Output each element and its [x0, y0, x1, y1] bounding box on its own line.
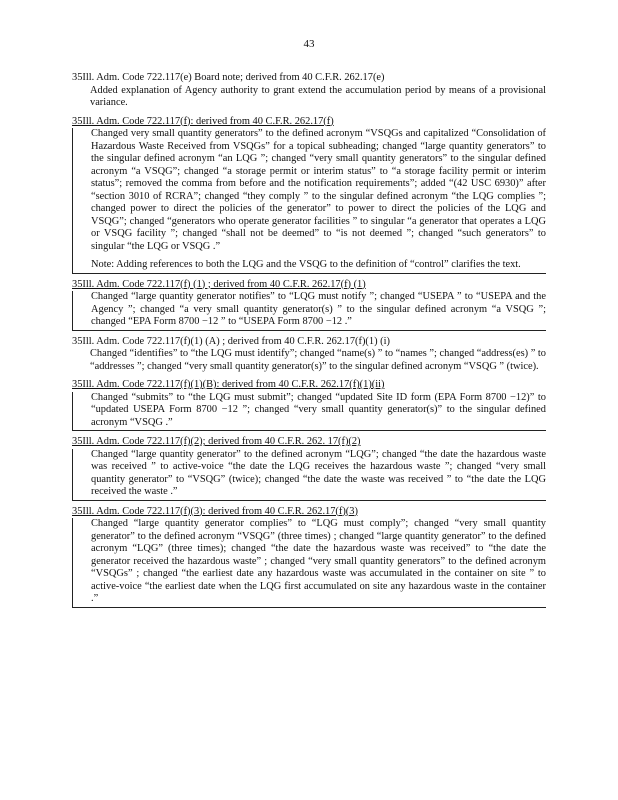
entry-text: Changed “large quantity generator” to the defined acronym “LQG”; changed “the date the hazardous waste was received ” to active-voice “the date the LQG receives the hazardous waste ”; changed “very small quantity generator” to “VSQG” (twice); changed “the date the waste was received ” to “the date the LQG received the waste .”: [91, 448, 546, 497]
entry-text: Added explanation of Agency authority to grant extend the accumulation period by means of a provisional variance.: [90, 84, 546, 108]
entry-body: [72, 518, 546, 608]
entry-text: Changed “large quantity generator complies” to “LQG must comply”; changed “very small quantity generator” to the defined acronym “VSQG” (three times) ; changed “large quantity generator” to the defined acronym “LQG” (three times); changed “the date the hazardous waste was received” to “the date the generator received the hazardous waste” ; changed “very small quantity generators” to the defined acronym “VSQGs” ; changed “the earliest date any hazardous waste was accumulated in the container on site ” to active-voice “the earliest date when the LQG first accumulated on site any hazardous waste in the container .”: [91, 518, 546, 604]
amendment-entry: [72, 279, 546, 331]
entry-body: [72, 128, 546, 274]
entries-list: [72, 72, 546, 613]
amendment-entry: [72, 336, 546, 375]
entry-body: [72, 291, 546, 331]
entry-body: [72, 85, 546, 111]
amendment-entry: [72, 116, 546, 274]
entry-body: [72, 348, 546, 374]
amendment-entry: [72, 436, 546, 501]
entry-heading: 35Ill. Adm. Code 722.117(f): derived from 40 C.F.R. 262.17(f): [72, 115, 334, 127]
entry-text: Changed “identifies” to “the LQG must identify”; changed “name(s) ” to “names ”; changed “address(es) ” to “addresses ”; changed “very small quantity generator(s)” to the singular defined acronym “VSQG ” (twice).: [90, 348, 546, 372]
entry-body: [72, 392, 546, 432]
amendment-entry: [72, 379, 546, 431]
amendment-entry: [72, 72, 546, 111]
entry-note: Note: Adding references to both the LQG and the VSQG to the definition of “control” clarifies the text.: [91, 259, 521, 270]
entry-heading: 35Ill. Adm. Code 722.117(f) (1) ; derived from 40 C.F.R. 262.17(f) (1): [72, 278, 366, 290]
page-number: 43: [303, 38, 315, 50]
amendment-entry: [72, 506, 546, 608]
entry-heading: 35Ill. Adm. Code 722.117(f)(1) (A) ; derived from 40 C.F.R. 262.17(f)(1) (i): [72, 335, 390, 347]
entry-heading: 35Ill. Adm. Code 722.117(f)(1)(B): derived from 40 C.F.R. 262.17(f)(1)(ii): [72, 379, 385, 390]
entry-text: Changed “submits” to “the LQG must submit”; changed “updated Site ID form (EPA Form 8700 −12)” to “updated USEPA Form 8700 −12 ”; changed “very small quantity generator(s)” to the singular defined acronym “VSQG .”: [91, 391, 546, 428]
entry-body: [72, 449, 546, 501]
entry-heading: 35Ill. Adm. Code 722.117(e) Board note; derived from 40 C.F.R. 262.17(e): [72, 72, 385, 83]
entry-heading: 35Ill. Adm. Code 722.117(f)(3): derived from 40 C.F.R. 262.17(f)(3): [72, 505, 358, 517]
entry-text: Changed very small quantity generators” to the defined acronym “VSQGs and capitalized “Consolidation of Hazardous Waste Received from VSQGs” for a topical subheading; changed “large quantity generators” to the singular defined acronym “an LQG ”; changed “very small quantity generators” to the singular defined acronym “a VSQG”; changed “a storage permit or interim status” to “a storage facility permit or interim status”; removed the comma from before and the notification requirements”; added “(42 USC 6930)” after “section 3010 of RCRA”; changed “they comply ” to the singular defined acronym “the LQG complies ”; changed power to direct the policies of the generator” to power to direct the policies of the LQG and VSQG”; changed “generators who operate generator facilities ” to singular “a generator that operates a LQG or VSQG facility ”; changed “shall not be deemed” to “is not deemed ”; changed “such generators” to singular “the LQG or VSQG .”: [91, 128, 546, 252]
entry-text: Changed “large quantity generator notifies” to “LQG must notify ”; changed “USEPA ” to “USEPA and the Agency ”; changed “a very small quantity generator(s) ” to the singular defined acronym “a VSQG ”; changed “EPA Form 8700 −12 ” to “USEPA Form 8700 −12 .”: [91, 291, 546, 327]
entry-heading: 35Ill. Adm. Code 722.117(f)(2); derived from 40 C.F.R. 262. 17(f)(2): [72, 436, 361, 447]
